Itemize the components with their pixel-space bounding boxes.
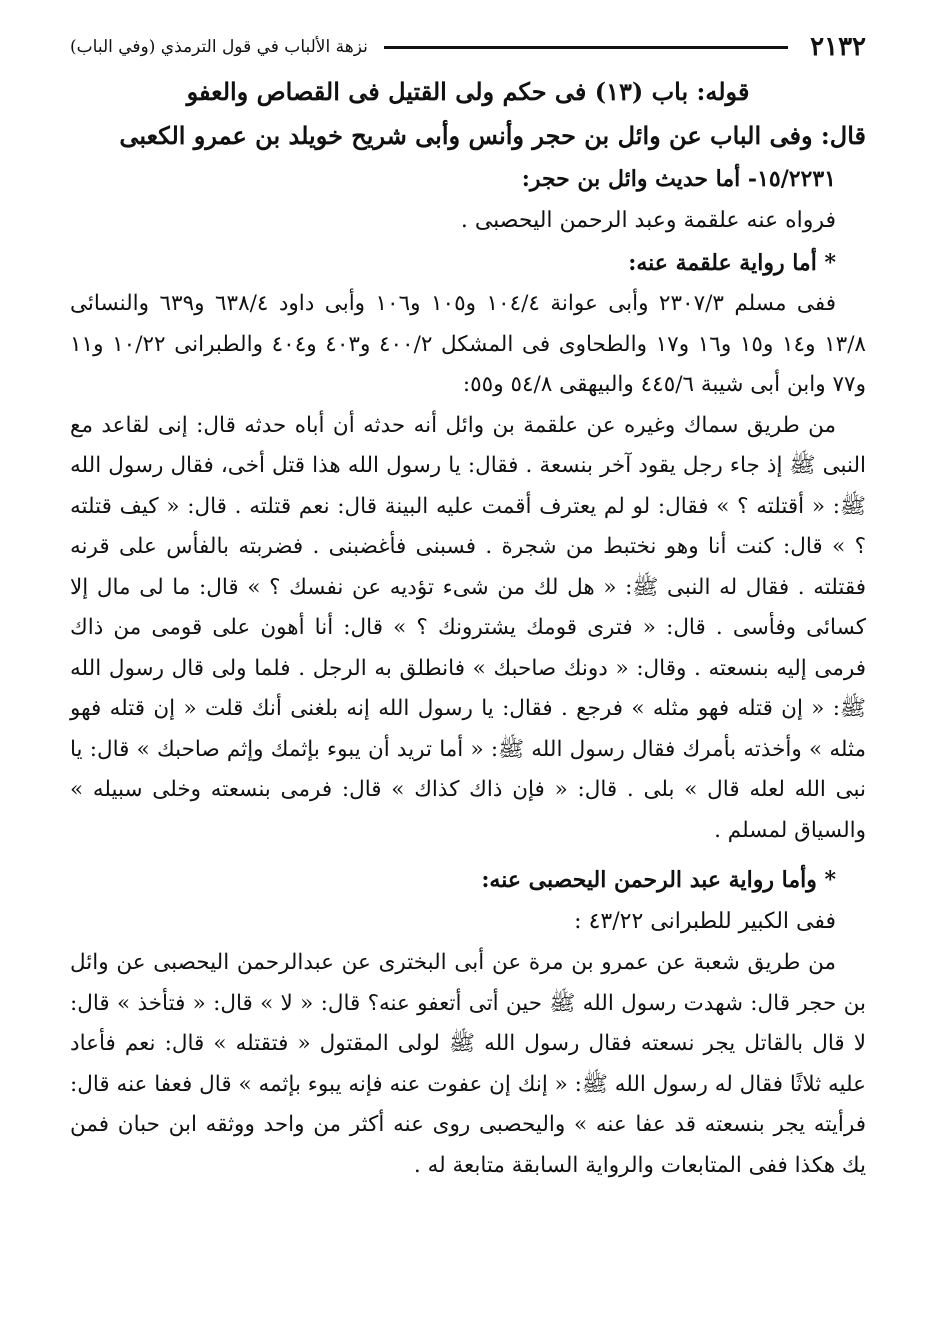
yahsubi-text	[70, 943, 866, 1186]
alqama-text	[70, 406, 866, 852]
yahsubi-source: ففى الكبير للطبرانى ٤٣/٢٢ :	[574, 909, 836, 934]
qal-line: قال: وفى الباب عن وائل بن حجر وأنس وأبى شريح خويلد بن عمرو الكعبى	[119, 121, 866, 150]
alqama-heading: * أما رواية علقمة عنه:	[628, 250, 836, 276]
narrators-line: فرواه عنه علقمة وعبد الرحمن اليحصبى .	[460, 208, 836, 233]
hadith-number-line: ١٥/٢٢٣١- أما حديث وائل بن حجر:	[521, 166, 836, 192]
section-heading: قوله: باب (١٣) فى حكم ولى القتيل فى القصاص والعفو	[186, 77, 750, 106]
yahsubi-text-body: من طريق شعبة عن عمرو بن مرة عن أبى البخترى عن عبدالرحمن اليحصبى عن وائل بن حجر قال: شهدت رسول الله ﷺ حين أتى أتعفو عنه؟ قال: « لا » قال: « فتأخذ » قال: لا قال بالقاتل يجر نسعته فقال رسول الله ﷺ لولى المقتول « فتقتله » قال: نعم فأعاد عليه ثلاثًا فقال له رسول الله ﷺ: « إنك إن عفوت عنه فإنه يبوء بإثمه » قال فعفا عنه قال: فرأيته يجر بنسعته قد عفا عنه » واليحصبى روى عنه أكثر من واحد ووثقه ابن حبان فمن يك هكذا ففى المتابعات والرواية السابقة متابعة له .	[70, 950, 866, 1178]
running-header	[70, 24, 866, 70]
alqama-text-body: من طريق سماك وغيره عن علقمة بن وائل أنه حدثه أن أباه حدثه قال: إنى لقاعد مع النبى ﷺ إذ جاء رجل يقود آخر بنسعة . فقال: يا رسول الله هذا قتل أخى، فقال رسول الله ﷺ: « أقتلته ؟ » فقال: لو لم يعترف أقمت عليه البينة قال: نعم قتلته . قال: « كيف قتلته ؟ » قال: كنت أنا وهو نختبط من شجرة . فسبنى فأغضبنى . فضربته بالفأس على قرنه فقتلته . فقال له النبى ﷺ: « هل لك من شىء تؤديه عن نفسك ؟ » قال: ما لى مال إلا كسائى وفأسى . قال: « فترى قومك يشترونك ؟ » قال: أنا أهون على قومى من ذاك فرمى إليه بنسعته . وقال: « دونك صاحبك » فانطلق به الرجل . فلما ولى قال رسول الله ﷺ: « إن قتله فهو مثله » فرجع . فقال: يا رسول الله إنه بلغنى أنك قلت « إن قتله فهو مثله » وأخذته بأمرك فقال رسول الله ﷺ: « أما تريد أن يبوء بإثمك وإثم صاحبك » قال: يا نبى الله لعله قال » بلى . قال: « فإن ذاك كذاك » قال: فرمى بنسعته وخلى سبيله » والسياق لمسلم .	[70, 412, 866, 843]
alqama-sources	[70, 284, 866, 406]
spacer	[70, 851, 866, 859]
page-number: ٢١٣٢	[810, 32, 866, 62]
header-rule	[384, 46, 788, 49]
alqama-sources-text: ففى مسلم ٢٣٠٧/٣ وأبى عوانة ١٠٤/٤ و١٠٥ و١٠٦ وأبى داود ٦٣٨/٤ و٦٣٩ والنسائى ١٣/٨ و١٤ و١٥ و١٦ و١٧ والطحاوى فى المشكل ٤٠٠/٢ و٤٠٣ و٤٠٤ والطبرانى ١٠/٢٢ و١١ و٧٧ وابن أبى شيبة ٤٤٥/٦ والبيهقى ٥٤/٨ و٥٥:	[70, 291, 866, 397]
yahsubi-heading: * وأما رواية عبد الرحمن اليحصبى عنه:	[481, 867, 836, 893]
running-title: نزهة الألباب في قول الترمذي (وفي الباب)	[70, 37, 368, 57]
